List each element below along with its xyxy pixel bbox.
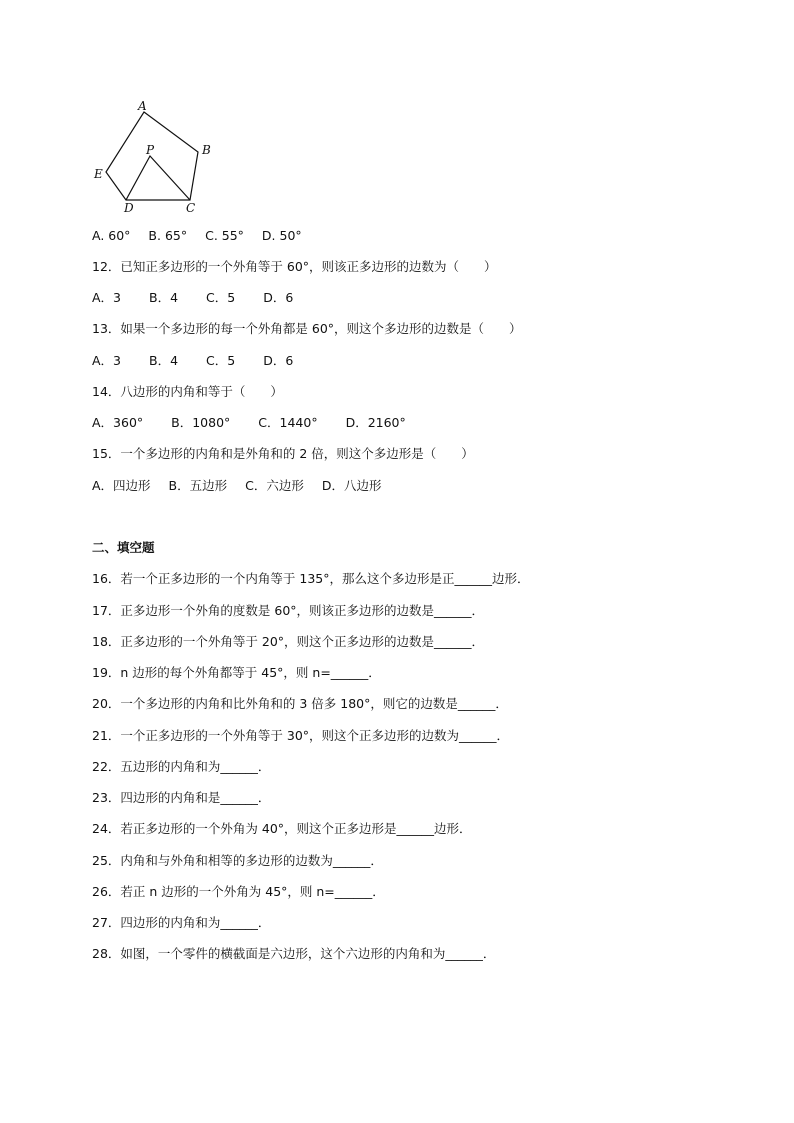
q14-options (92, 415, 430, 431)
q12-option-c: C．5 (206, 290, 236, 305)
q11-option-b: B. 65° (148, 228, 188, 243)
q17-text: 17．正多边形一个外角的度数是 60°，则该正多边形的边数是______． (92, 603, 485, 618)
label-d: D (124, 201, 134, 215)
q13-option-b: B．4 (149, 353, 179, 368)
q12-option-d: D．6 (263, 290, 294, 305)
q12-text: 12．已知正多边形的一个外角等于 60°，则该正多边形的边数为（ ） (92, 259, 497, 274)
q11-option-a: A. 60° (92, 228, 131, 243)
q14-text: 14．八边形的内角和等于（ ） (92, 384, 283, 399)
q12-options (92, 290, 317, 306)
q16-text: 16．若一个正多边形的一个内角等于 135°，那么这个多边形是正______边形． (92, 571, 530, 586)
q23-text: 23．四边形的内角和是______． (92, 790, 271, 805)
q18-text: 18．正多边形的一个外角等于 20°，则这个正多边形的边数是______． (92, 634, 485, 649)
q14-option-b: B．1080° (171, 415, 231, 430)
label-a: A (138, 99, 147, 113)
q13-option-c: C．5 (206, 353, 236, 368)
q28-text: 28．如图，一个零件的横截面是六边形，这个六边形的内角和为______． (92, 946, 496, 961)
q27-text: 27．四边形的内角和为______． (92, 915, 271, 930)
q19-text: 19．n 边形的每个外角都等于 45°，则 n=______． (92, 665, 381, 680)
label-e: E (94, 167, 103, 181)
q21-text: 21．一个正多边形的一个外角等于 30°，则这个正多边形的边数为______． (92, 728, 510, 743)
q24-text: 24．若正多边形的一个外角为 40°，则这个正多边形是______边形． (92, 821, 472, 836)
q15-option-c: C．六边形 (245, 478, 304, 493)
q11-option-c: C. 55° (205, 228, 244, 243)
q15-option-d: D．八边形 (321, 478, 382, 493)
q13-option-d: D．6 (263, 353, 294, 368)
q14-option-a: A．360° (92, 415, 144, 430)
label-b: B (202, 143, 211, 157)
q15-options (92, 478, 395, 494)
label-p: P (146, 143, 155, 157)
q12-option-b: B．4 (149, 290, 179, 305)
q20-text: 20．一个多边形的内角和比外角和的 3 倍多 180°，则它的边数是______． (92, 696, 508, 711)
q11-option-d: D. 50° (261, 228, 302, 243)
q15-option-b: B．五边形 (168, 478, 228, 493)
section-title: 二、填空题 (92, 540, 155, 555)
q11-options (92, 228, 316, 244)
q15-option-a: A．四边形 (92, 478, 151, 493)
q14-option-d: D．2160° (345, 415, 406, 430)
q14-option-c: C．1440° (258, 415, 318, 430)
q12-option-a: A．3 (92, 290, 122, 305)
q13-option-a: A．3 (92, 353, 122, 368)
q25-text: 25．内角和与外角和相等的多边形的边数为______． (92, 853, 383, 868)
q26-text: 26．若正 n 边形的一个外角为 45°，则 n=______． (92, 884, 385, 899)
label-c: C (186, 201, 196, 215)
pentagon-diagram (88, 96, 228, 216)
pentagon-figure (88, 96, 228, 216)
q22-text: 22．五边形的内角和为______． (92, 759, 271, 774)
q15-text: 15．一个多边形的内角和是外角和的 2 倍，则这个多边形是（ ） (92, 446, 474, 461)
triangle-pdc (126, 156, 190, 200)
q13-text: 13．如果一个多边形的每一个外角都是 60°，则这个多边形的边数是（ ） (92, 321, 522, 336)
q13-options (92, 353, 317, 369)
